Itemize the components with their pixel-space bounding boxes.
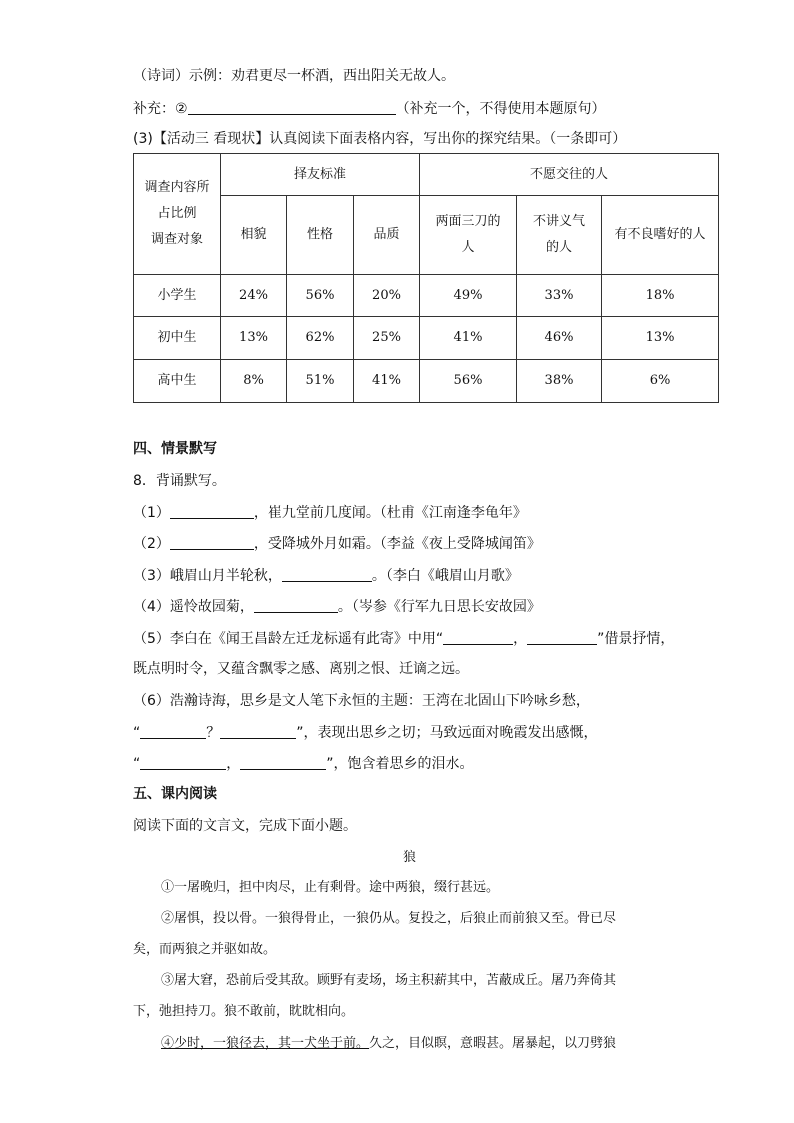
col-header-bad-habits: 有不良嗜好的人 (602, 196, 719, 275)
table-row: 小学生 24% 56% 20% 49% 33% 18% (134, 275, 719, 317)
group-header-reject: 不愿交往的人 (420, 154, 719, 196)
col-header-disloyal: 不讲义气 的人 (517, 196, 602, 275)
col-header-character: 品质 (354, 196, 420, 275)
answer-blank[interactable] (527, 628, 597, 645)
passage-paragraph-3-cont: 下，弛担持刀。狼不敢前，眈眈相向。 (133, 1004, 355, 1019)
answer-blank[interactable] (170, 533, 254, 550)
recite-item-4: （4）遥怜故园菊， 。（岑参《行军九日思长安故园》 (133, 596, 541, 617)
recite-item-6-line3: “ ， ”，饱含着思乡的泪水。 (133, 753, 474, 774)
recite-item-6-line2: “ ？ ”，表现出思乡之切；马致远面对晚霞发出感慨， (133, 722, 598, 743)
group-header-choose: 择友标准 (221, 154, 420, 196)
passage-paragraph-3: ③屠大窘，恐前后受其敌。顾野有麦场，场主积薪其中，苫蔽成丘。屠乃奔倚其 (161, 973, 617, 988)
poem-example: （诗词）示例：劝君更尽一杯酒，西出阳关无故人。 (133, 68, 455, 84)
recite-item-5-cont: 既点明时令，又蕴含飘零之感、离别之恨、迁谪之远。 (133, 661, 469, 677)
passage-paragraph-4: ④少时，一狼径去，其一犬坐于前。久之，目似瞑，意暇甚。屠暴起，以刀劈狼 (161, 1036, 617, 1051)
section4-title: 四、情景默写 (133, 441, 217, 457)
underlined-sentence: ④少时，一狼径去，其一犬坐于前。 (161, 1036, 370, 1051)
reading-intro: 阅读下面的文言文，完成下面小题。 (133, 818, 357, 834)
col-header-two-faced: 两面三刀的 人 (420, 196, 517, 275)
recite-item-1: （1） ，崔九堂前几度闻。（杜甫《江南逢李龟年》 (133, 502, 527, 523)
col-header-personality: 性格 (287, 196, 354, 275)
passage-paragraph-2: ②屠惧，投以骨。一狼得骨止，一狼仍从。复投之，后狼止而前狼又至。骨已尽 (161, 911, 617, 926)
answer-blank[interactable] (140, 753, 226, 770)
answer-blank[interactable] (443, 628, 513, 645)
supplement-blank[interactable] (188, 98, 396, 115)
answer-blank[interactable] (282, 565, 372, 582)
passage-title: 狼 (403, 850, 417, 865)
recite-item-5: （5）李白在《闻王昌龄左迁龙标遥有此寄》中用“ ， ”借景抒情， (133, 628, 674, 649)
answer-blank[interactable] (140, 722, 206, 739)
question-8: 8．背诵默写。 (133, 473, 226, 489)
recite-item-2: （2） ，受降城外月如霜。（李益《夜上受降城闻笛》 (133, 533, 541, 554)
answer-blank[interactable] (240, 753, 326, 770)
supplement-line (133, 98, 606, 119)
table-row: 初中生 13% 62% 25% 41% 46% 13% (134, 317, 719, 360)
answer-blank[interactable] (220, 722, 296, 739)
table-corner-header: 调查内容所 占比例 调查对象 (134, 154, 221, 275)
recite-item-3: （3）峨眉山月半轮秋， 。（李白《峨眉山月歌》 (133, 565, 519, 586)
passage-paragraph-2-cont: 矣，而两狼之并驱如故。 (133, 942, 277, 957)
answer-blank[interactable] (170, 502, 254, 519)
col-header-appearance: 相貌 (221, 196, 287, 275)
passage-paragraph-1: ①一屠晚归，担中肉尽，止有剩骨。途中两狼，缀行甚远。 (161, 880, 500, 895)
supplement-prefix: 补充：② (133, 101, 188, 117)
table-row: 高中生 8% 51% 41% 56% 38% 6% (134, 360, 719, 403)
section5-title: 五、课内阅读 (133, 786, 217, 802)
answer-blank[interactable] (254, 596, 338, 613)
survey-table (133, 153, 719, 403)
supplement-note: （补充一个，不得使用本题原句） (395, 101, 606, 117)
recite-item-6: （6）浩瀚诗海，思乡是文人笔下永恒的主题：王湾在北固山下吟咏乡愁， (133, 693, 590, 709)
activity3-instruction: (3)【活动三 看现状】认真阅读下面表格内容，写出你的探究结果。（一条即可） (133, 131, 627, 147)
